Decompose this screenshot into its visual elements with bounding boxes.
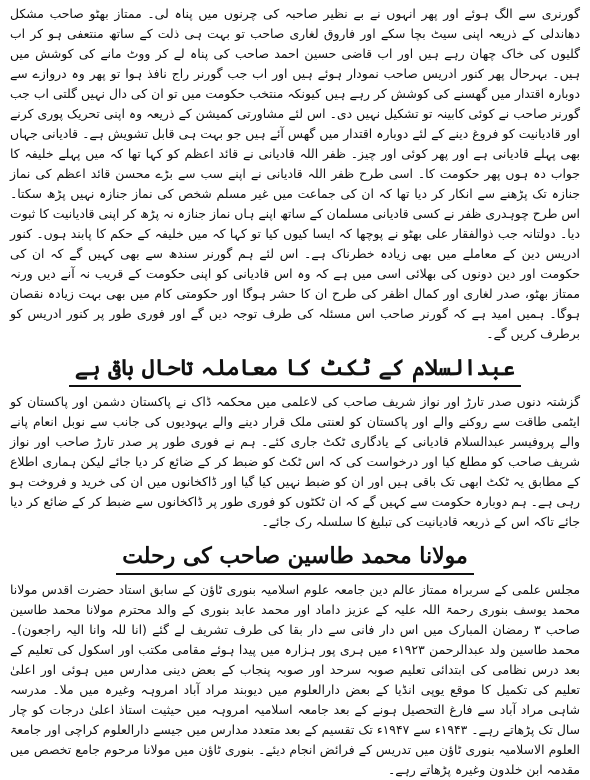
headline-salam-ticket: عبدالسلام کے ٹکٹ کا معاملہ تاحال باقی ہے <box>69 353 521 387</box>
article-paragraph-tasin-demise: مجلس علمی کے سربراہ ممتاز عالم دین جامعہ علوم اسلامیہ بنوری ٹاؤن کے سابق استاد حضرت اقدس مولانا محمد یوسف بنوری رحمۃ اللہ علیہ کے عزیز داماد اور محمد عابد بنوری کے والد محترم مولانا محمد طاسین صاحب ۳ رمضان المبارک میں اس دار فانی سے دار بقا کی طرف تشریف لے گئے (انا للہ وانا الیہ راجعون)۔ محمد طاسین ولد عبدالرحمن ۱۹۲۳ء میں ہری پور ہزارہ میں پیدا ہوئے مقامی مکتب اور اسکول کی تعلیم کے بعد درس نظامی کی ابتدائی تعلیم صوبہ سرحد اور صوبہ پنجاب کے بعض دینی مدارس میں ہوئی اور اعلیٰ تعلیم کی تکمیل کا موقع یوپی انڈیا کے بعض دارالعلوم میں دیوبند مراد آباد امروہہ وغیرہ میں ملا۔ مدرسہ شاہی مراد آباد سے فارغ التحصیل ہونے کے بعد جامعہ اسلامیہ امروہہ میں حیثیت استاذ اعلیٰ درجات کو چار سال تک پڑھاتے رہے۔ ۱۹۴۳ء سے ۱۹۴۷ء تک تقسیم کے بعد متعدد مدارس میں جیسے دارالعلوم کراچی اور جامعۃ العلوم الاسلامیہ بنوری ٹاؤن میں تدریس کے فرائض انجام دیئے۔ بنوری ٹاؤن میں مولانا مرحوم جامع تخصص میں مقدمہ ابن خلدون وغیرہ پڑھاتے رہے۔ <box>10 582 580 777</box>
article-paragraph-governor: گورنری سے الگ ہوئے اور پھر انہوں نے بے نظیر صاحبہ کی چرنوں میں پناہ لی۔ ممتاز بھٹو صاحب مشکل دھاندلی کے ذریعہ اپنی سیٹ بچا سکے اور فاروق لغاری صاحب تو بہت ہی ذلت کے ساتھ منتعفی ہو کر اب گلیوں کی خاک چھان رہے ہیں اور اب قاضی حسین احمد صاحب کی پناہ لے کر ووٹ مانے کی کوشش میں ہیں۔ بہرحال پھر کنور ادریس صاحب نمودار ہوئے ہیں اور اب جب گورنر راج نافذ ہوا تو پھر وہ دروازے سے دوبارہ اقتدار میں گھسنے کی کوشش کر رہے ہیں کیونکہ منتخب حکومت میں تو ان کی دال نہیں گلتی اب جب گورنر صاحب نے کوئی کابینہ تو تشکیل نہیں دی۔ اس لئے مشاورتی کمیشن کے ذریعہ وہ اپنی تحریک پوری کرنے اور قادیانیت کو فروغ دینے کے لئے دوبارہ اقتدار میں گھس آئے ہیں جو بہت ہی قابل تشویش ہے۔ قادیانی جہاں بھی پہلے قادیانی ہے اور پھر کوئی اور چیز۔ ظفر اللہ قادیانی نے قائد اعظم کو کہا تھا کہ میں پہلے خلیفہ کا جواب دہ ہوں پھر حکومت کا۔ اسی طرح ظفر اللہ قادیانی نے اپنے سب سے بڑے محسن قائد اعظم کی نماز جنازہ تک پڑھنے سے انکار کر دیا تھا کہ ان کی جماعت میں غیر مسلم شخص کی نماز جنازہ نہیں پڑھ سکتا۔ اس طرح چوہدری ظفر نے کسی قادیانی مسلمان کے ساتھ اپنے ہاں نماز جنازہ نہ پڑھ کر اپنی قادیانیت کا ثبوت دیا۔ دولتانہ جب ذوالفقار علی بھٹو نے پوچھا کہ ایسا کیوں کیا تو کہا کہ میں خلیفہ کے حکم کا پابند ہوں۔ کنور ادریس دین کے معاملے میں بھی زیادہ خطرناک ہے۔ اس لئے ہم گورنر سندھ سے بھی کہیں گے کہ ان کی حکومت اور دین دونوں کی بھلائی اسی میں ہے کہ وہ اس قادیانی کو اپنی حکومت کے قریب نہ آنے دیں ورنہ ممتاز بھٹو، صدر لغاری اور کمال اظفر کی طرح ان کا حشر ہوگا اور حکومتی کام میں بھی بہت زیادہ نقصان ہوگا۔ ہمیں امید ہے کہ گورنر صاحب اس مسئلہ کی طرف توجہ دیں گے اور فوری طور پر کنور ادریس کو برطرف کریں گے۔ <box>9 6 581 341</box>
article-paragraph-salam-ticket: گزشتہ دنوں صدر تارڑ اور نواز شریف صاحب کی لاعلمی میں محکمہ ڈاک نے پاکستان دشمن اور پاکستان کو ایٹمی طاقت سے روکنے والے اور پاکستان کو لعنتی ملک قرار دینے والے یہودیوں کی جانب سے نوبل انعام پانے والے پروفیسر عبدالسلام قادیانی کے یادگاری ٹکٹ جاری کئے۔ ہم نے فوری طور پر صدر تارڑ صاحب اور نواز شریف صاحب کو مطلع کیا اور درخواست کی کہ اس ٹکٹ کو ضبط کر کے ضائع کر دیا جائے لیکن ہماری اطلاع کے مطابق یہ ٹکٹ ابھی تک باقی ہیں اور ان کو ضبط نہیں کیا گیا اور ڈاکخانوں میں ان کی خرید و فروخت ہو رہی ہے۔ ہم دوبارہ حکومت سے کہیں گے کہ ان ٹکٹوں کو فوری طور پر ڈاکخانوں سے ضبط کر کے ضائع کر دیا جائے تاکہ اس کے ذریعہ قادیانیت کی تبلیغ کا سلسلہ رک جائے۔ <box>10 394 580 529</box>
headline-container-salam-ticket <box>10 353 580 387</box>
headline-tasin-demise: مولانا محمد طاسین صاحب کی رحلت <box>116 541 474 575</box>
headline-container-tasin-demise <box>10 541 580 575</box>
